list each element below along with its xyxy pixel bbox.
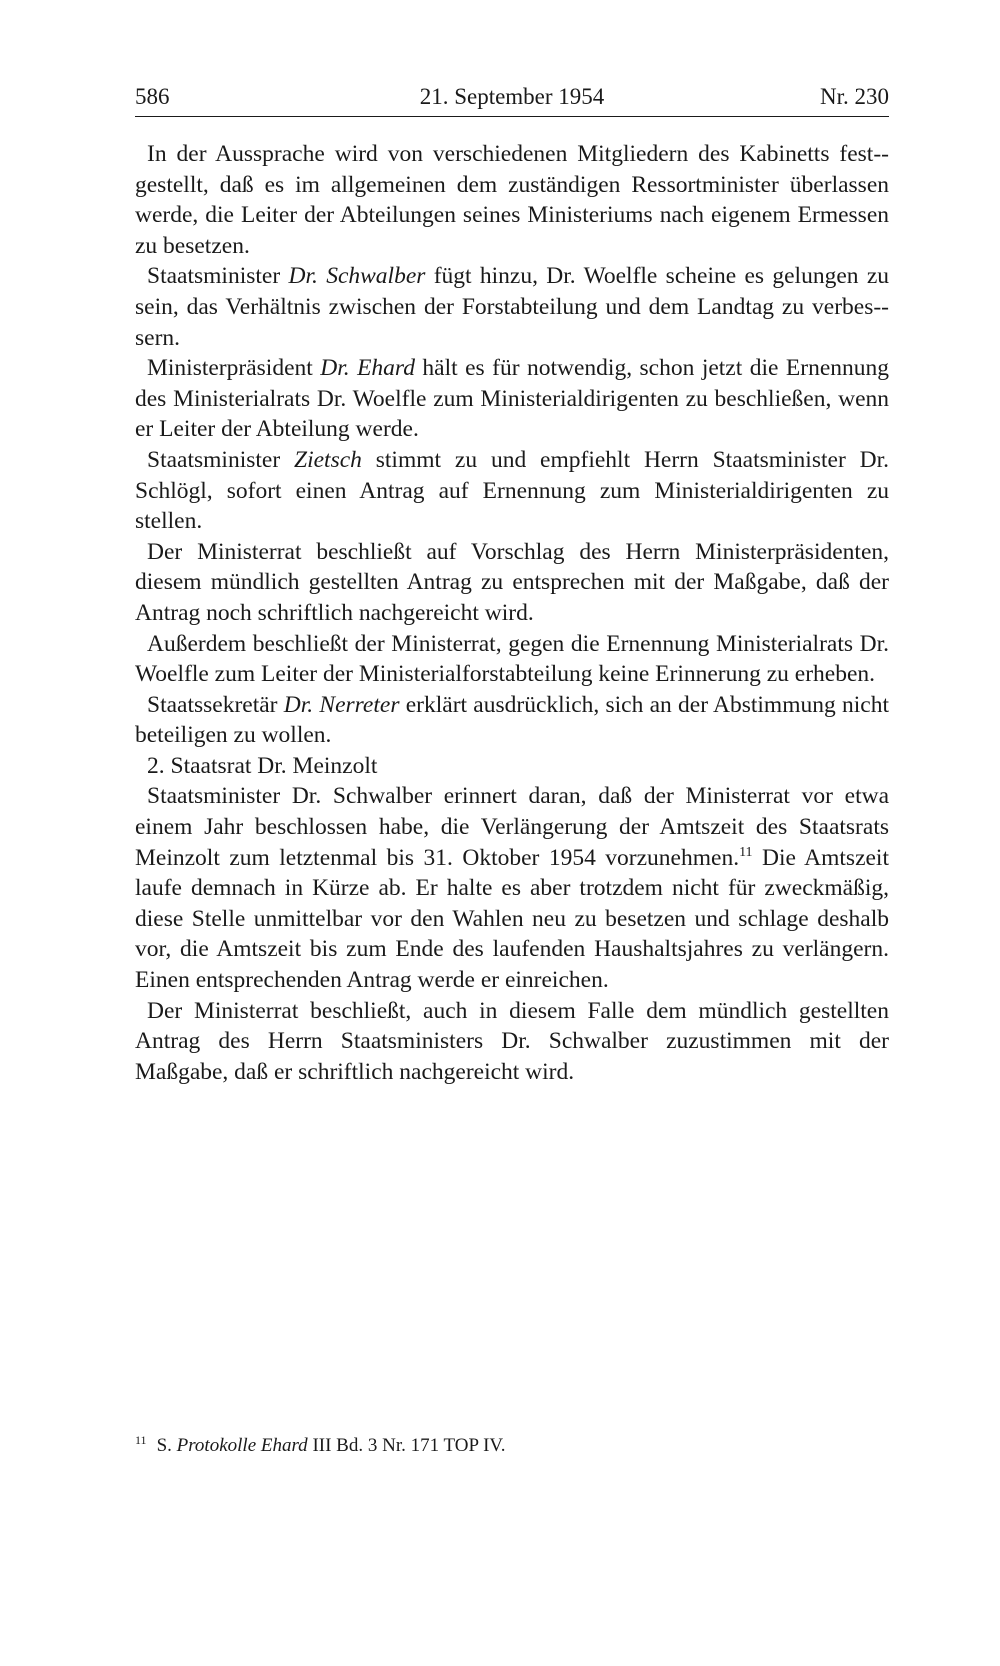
text-run: Der Ministerrat beschließt, auch in diesem Falle dem mündlich gestellten Antrag des Herrn Staatsministers Dr. Schwalber zuzustimmen mit der Maßgabe, daß er schriftlich nachgereicht wird.: [135, 997, 889, 1085]
text-run: Der Ministerrat beschließt auf Vorschlag des Herrn Ministerpräsidenten, diesem mündlich gestellten Antrag zu entsprechen mit der Maßgabe, daß der Antrag noch schriftlich nachgereicht wird.: [135, 538, 889, 626]
italic-name: Dr. Ehard: [320, 355, 415, 382]
paragraph: [135, 139, 889, 261]
text-run: Die Amtszeit laufe demnach in Kürze ab. Er halte es aber trotzdem nicht für zweckmäßig, diese Stelle unmittelbar vor den Wahlen neu zu besetzen und schlage deshalb vor, die Amtszeit bis zum Ende des laufenden Haushaltsjahres zu verlängern. Einen entsprechenden Antrag werde er einreichen.: [135, 844, 889, 994]
running-head: [135, 80, 889, 117]
paragraph: [135, 781, 889, 995]
document-number: Nr. 230: [820, 84, 889, 109]
paragraph: [135, 690, 889, 751]
text-run: erklärt ausdrücklich, sich an der Abstimmung nicht beteiligen zu wollen.: [135, 691, 889, 749]
italic-name: Dr. Nerreter: [283, 691, 400, 718]
italic-name: Dr. Schwalber: [288, 263, 426, 290]
text-run: stimmt zu und empfiehlt Herrn Staatsminister Dr. Schlögl, sofort einen Antrag auf Ernennung zum Ministerialdirigenten zu stellen.: [135, 446, 889, 535]
text-run: hält es für notwendig, schon jetzt die Ernennung des Ministerialrats Dr. Woelfle zum Ministerialdirigenten zu beschließen, wenn er Leiter der Abteilung werde.: [135, 355, 890, 443]
text-run: Staatsminister: [147, 446, 295, 473]
section-heading: [135, 751, 889, 782]
text-run: Staatsminister Dr. Schwalber erinnert daran, daß der Ministerrat vor etwa einem Jahr beschlossen habe, die Verlängerung der Amtszeit des Staatsrats Meinzolt zum letztenmal bis 31. Oktober 1954 vorzunehmen.: [135, 783, 889, 871]
paragraph: [135, 353, 889, 445]
paragraph: [135, 996, 889, 1088]
paragraph: [135, 261, 889, 353]
body-text: [135, 139, 889, 1087]
footnote-italic-title: Protokolle Ehard: [176, 1435, 308, 1456]
text-run: 2. Staatsrat Dr. Meinzolt: [147, 752, 378, 779]
text-run: Staatssekretär: [147, 691, 284, 718]
text-run: Staatsminister: [147, 263, 289, 290]
text-run: Ministerpräsident: [147, 355, 321, 382]
text-run: Außerdem beschließt der Ministerrat, gegen die Ernennung Ministerialrats Dr. Woelfle zum Leiter der Ministerialforstabteilung keine Erinnerung zu erheben.: [135, 630, 889, 688]
paragraph: [135, 537, 889, 629]
text-run: fügt hinzu, Dr. Woelfle scheine es gelungen zu sein, das Verhältnis zwischen der Forstabteilung und dem Landtag zu verbes-sern.: [135, 263, 890, 351]
text-run: In der Aussprache wird von verschiedenen Mitgliedern des Kabinetts fest-gestellt, daß es im allgemeinen dem zuständigen Ressortminister überlassen werde, die Leiter der Abteilungen seines Ministeriums nach eigenem Ermessen zu besetzen.: [135, 141, 889, 259]
footnote-text: III Bd. 3 Nr. 171 TOP IV.: [307, 1435, 506, 1456]
footnote-number: 11: [135, 1433, 147, 1447]
footnote: [135, 1428, 889, 1458]
footnote-reference[interactable]: 11: [739, 844, 753, 860]
page-number: 586: [135, 84, 170, 109]
running-head-date: 21. September 1954: [419, 84, 605, 109]
paragraph: [135, 629, 889, 690]
footnotes: [135, 1428, 889, 1458]
footnote-text: S.: [156, 1435, 177, 1456]
italic-name: Zietsch: [294, 446, 362, 473]
paragraph: [135, 445, 889, 537]
